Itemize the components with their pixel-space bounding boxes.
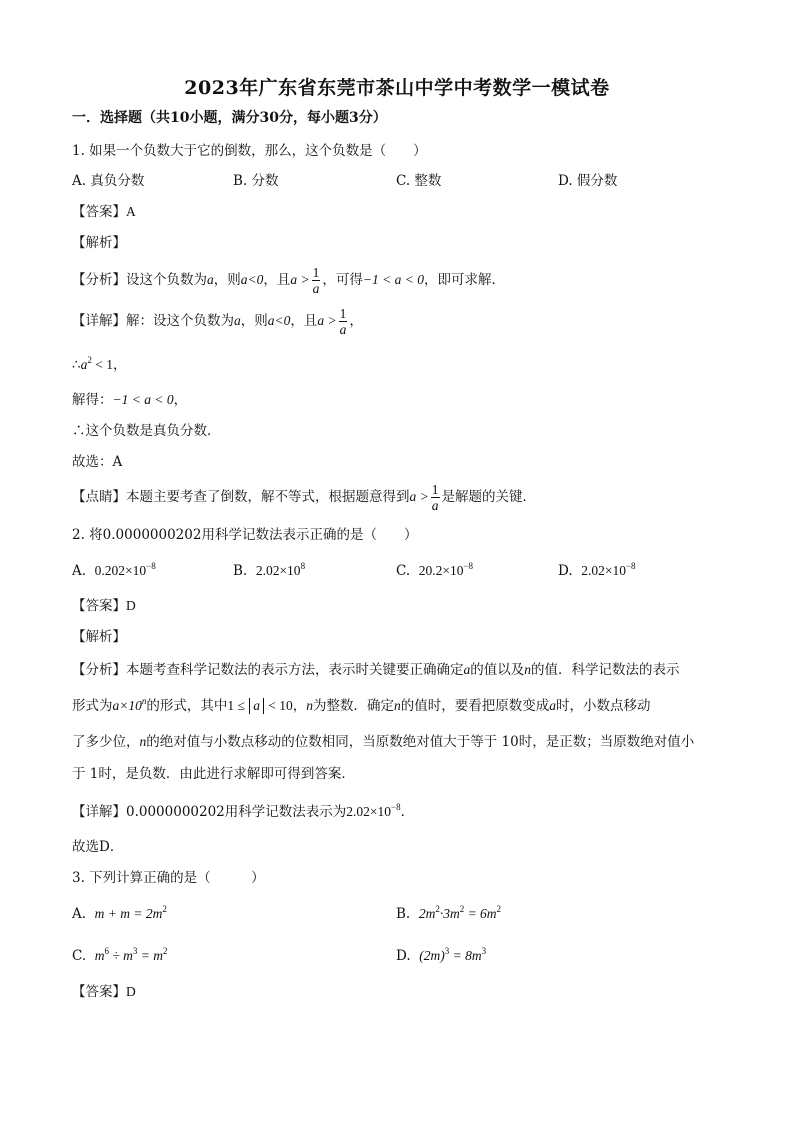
math-var: a [253,698,260,713]
exponent: 2 [459,904,465,914]
q3-option-b [396,905,501,923]
fenxi-text: 了多少位， [72,734,140,750]
math-expression: a×10 [112,698,142,713]
q1-solve [72,391,187,409]
exponent: 8 [300,561,306,571]
q1-jiexi-tag: 【解析】 [72,235,126,251]
solve-label: 解得： [72,392,113,408]
exponent: 2 [496,904,502,914]
q1-answer [72,203,136,221]
fenxi-text: 的形式，其中 [146,698,228,714]
q3-option-d [396,947,486,965]
exponent: 2 [163,946,168,956]
q2-fenxi-line3 [72,733,694,751]
option-value: 0.202×10 [94,563,147,578]
q3-option-a [72,905,167,923]
math-range: −1 < a < 0 [362,272,424,287]
exponent: −8 [146,561,156,571]
option-value: ·3m [439,906,460,921]
fenxi-text: ，且 [263,272,291,288]
option-value: 2.02×10 [255,563,301,578]
q1-option-b: B. 分数 [233,173,279,189]
fenxi-text: 为整数．确定 [313,698,395,714]
xiangjie-text: ，且 [290,313,318,329]
option-letter: A. [72,906,87,922]
fenxi-text: 时，小数点移动 [556,698,651,714]
math-var: a [463,662,471,677]
math-text: < 10 [268,698,293,713]
dianjing-tag: 【点睛】 [72,489,126,505]
xiangjie-text: ，则 [240,313,268,329]
q1-conclusion: ∴这个负数是真负分数． [72,423,221,439]
q3-option-c [72,947,168,965]
exponent: −8 [463,561,474,571]
q1-stem: 1. 如果一个负数大于它的倒数，那么，这个负数是（ ） [72,143,427,159]
fraction-denominator: a [431,498,439,513]
fenxi-text: 的值．科学记数法的表示 [531,662,680,678]
fenxi-text: 的值时，要看把原数变成 [400,698,550,714]
option-letter: C. [72,948,87,964]
option-value: 2m [418,906,436,921]
fenxi-tag: 【分析】 [72,662,126,678]
q2-option-b [233,562,305,580]
option-value: = 8m [449,948,482,963]
section-heading: 一．选择题（共10小题，满分30分，每小题3分） [72,110,387,126]
q1-choice: 故选：A [72,454,123,470]
q2-option-a [72,562,156,580]
fenxi-text: ，即可求解． [423,272,505,288]
q2-jiexi-tag: 【解析】 [72,629,126,645]
q1-option-d: D. 假分数 [558,173,618,189]
fraction-denominator: a [312,281,320,296]
fraction-denominator: a [339,322,347,337]
q2-choice: 故选D． [72,839,124,855]
fenxi-text: ，可得 [322,272,363,288]
math-var: a [80,357,88,372]
option-letter: C. [396,563,411,579]
fenxi-text: 形式为 [72,698,113,714]
option-letter: D. [396,948,411,964]
math-var: a [234,313,241,328]
option-value: = m [137,948,164,963]
q1-xiangjie [72,303,363,339]
q1-fenxi [72,262,505,298]
option-value: m [94,948,105,963]
exponent: 2 [162,904,167,914]
math-text: 1 ≤ [227,698,245,713]
fraction-numerator: 1 [431,482,439,497]
exponent: 3 [444,946,450,956]
xiangjie-tag: 【详解】 [72,313,126,329]
math-var: n [139,734,147,749]
math-inequality: a<0 [240,272,264,287]
exponent: n [141,696,147,706]
math-range: −1 < a < 0 [112,392,174,407]
math-expression: 2.02×10 [346,804,392,819]
fraction [312,265,321,296]
q2-fenxi-line2 [72,697,651,715]
math-var: a [549,698,557,713]
option-value: m + m = 2m [94,906,163,921]
math-inequality: a > [317,313,337,328]
option-letter: B. [233,563,248,579]
math-var: n [306,698,314,713]
q1-dianjing [72,479,536,515]
math-inequality: a<0 [267,313,291,328]
fraction [339,306,348,337]
q1-option-a: A. 真负分数 [72,173,145,189]
therefore-symbol: ∴ [72,357,81,373]
solve-text: ， [173,392,188,408]
dianjing-text: 本题主要考查了倒数，解不等式，根据题意得到 [126,489,410,505]
exponent: 3 [481,946,487,956]
q2-xiangjie [72,803,414,821]
option-value: (2m) [419,948,445,963]
option-value: = 6m [464,906,497,921]
fenxi-text: 的值以及 [470,662,525,678]
math-var: a [207,272,214,287]
xiangjie-text: ， [349,313,363,329]
math-inequality: a > [290,272,310,287]
answer-value: D [126,984,136,999]
fenxi-text: ， [292,698,307,714]
q1-therefore-square [72,356,126,374]
fraction-numerator: 1 [339,306,347,321]
q2-option-c [396,562,473,580]
answer-tag: 【答案】 [72,984,126,1000]
answer-value: D [126,598,136,613]
answer-tag: 【答案】 [72,598,126,614]
answer-value: A [126,204,136,219]
fenxi-text: 本题考查科学记数法的表示方法，表示时关键要正确确定 [126,662,464,678]
exponent: 6 [104,946,109,956]
fenxi-text: 的绝对值与小数点移动的位数相同，当原数绝对值大于等于 10时，是正数；当原数绝对值小 [146,734,695,750]
option-value: 20.2×10 [418,563,464,578]
option-value: 2.02×10 [581,563,626,578]
option-value: ÷ m [108,948,133,963]
q1-option-c: C. 整数 [396,173,442,189]
q2-option-d [558,562,636,580]
exponent: 2 [87,355,92,365]
exponent: 2 [435,904,440,914]
q3-stem: 3. 下列计算正确的是（ ） [72,870,265,886]
q2-fenxi-line1 [72,661,680,679]
math-inequality: a > [409,489,429,504]
fenxi-text: 设这个负数为 [126,272,207,288]
exponent: −8 [391,802,401,812]
dianjing-text: 是解题的关键． [441,489,536,505]
q2-stem: 2. 将0.0000000202用科学记数法表示正确的是（ ） [72,527,418,543]
exponent: 3 [132,946,138,956]
option-letter: D. [558,563,573,579]
fraction-numerator: 1 [312,265,320,280]
page-title: 2023年广东省东莞市茶山中学中考数学一模试卷 [184,77,610,99]
q2-fenxi-line4: 于 1时，是负数．由此进行求解即可得到答案． [72,766,355,782]
fenxi-tag: 【分析】 [72,272,126,288]
xiangjie-tag: 【详解】 [72,804,126,820]
fraction [431,482,440,513]
xiangjie-text: ． [400,804,415,820]
xiangjie-text: 0.0000000202用科学记数法表示为 [126,804,347,820]
absolute-value [249,698,264,714]
option-letter: B. [396,906,411,922]
option-letter: A. [72,563,87,579]
answer-tag: 【答案】 [72,204,126,220]
math-text: < 1， [91,357,127,372]
math-var: n [524,662,531,677]
xiangjie-text: 解：设这个负数为 [126,313,234,329]
q3-answer [72,983,136,1001]
q2-answer [72,597,136,615]
exponent: −8 [625,561,636,571]
math-var: n [394,698,401,713]
fenxi-text: ，则 [213,272,241,288]
